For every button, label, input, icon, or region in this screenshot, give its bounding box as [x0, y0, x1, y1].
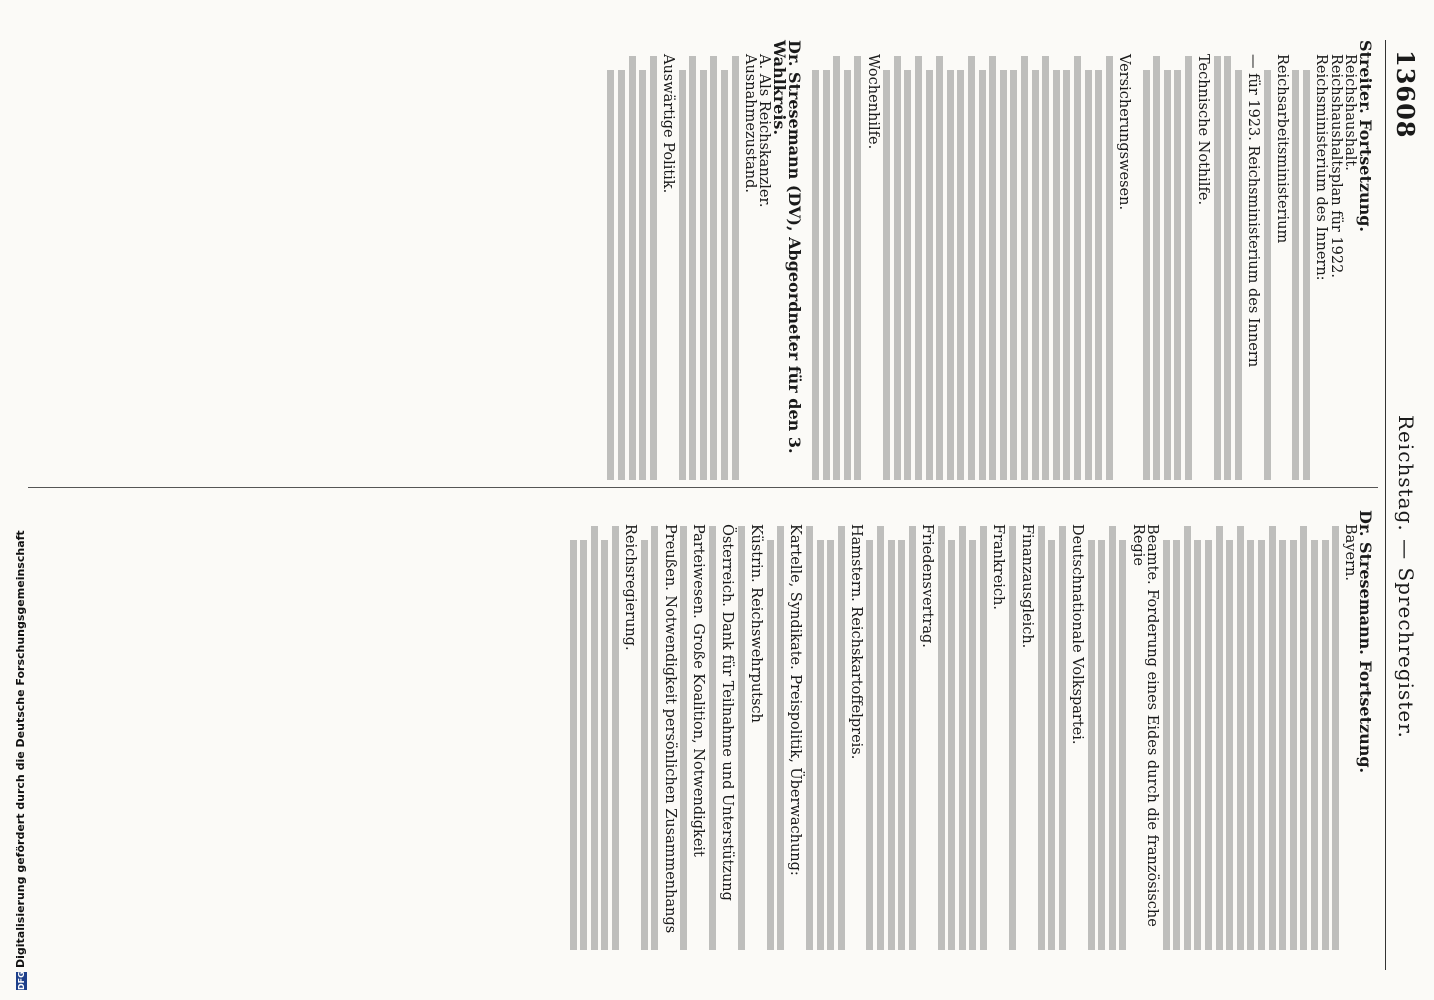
text-line: [838, 526, 845, 950]
text-line: [1119, 540, 1126, 950]
credit-text: Digitalisierung gefördert durch die Deutsche Forschungsgemeinschaft: [14, 530, 27, 968]
text-line: [1088, 540, 1095, 950]
text-line: [817, 540, 824, 950]
text-line: [721, 70, 728, 480]
text-line: [570, 540, 577, 950]
text-line: [1214, 56, 1221, 480]
column-right-on-page: [604, 40, 1375, 480]
entry-heading: Dr. Stresemann (DV), Abgeordneter für den 3. Wahlkreis.: [769, 40, 804, 454]
text-line: [1059, 526, 1066, 950]
text-line: [959, 526, 966, 950]
text-line: [629, 56, 636, 480]
text-line: [1258, 540, 1265, 950]
entry-item: Reichsregierung.: [622, 524, 639, 651]
text-line: [1143, 70, 1150, 480]
text-line: [1063, 70, 1070, 480]
text-line: [1216, 526, 1223, 950]
text-line: [767, 540, 774, 950]
text-line: [1264, 70, 1271, 480]
text-line: [1032, 70, 1039, 480]
text-line: [979, 70, 986, 480]
text-line: [680, 526, 687, 950]
entry-item: — für 1923. Reichsministerium des Innern: [1245, 54, 1262, 368]
text-line: [1048, 540, 1055, 950]
text-line: [883, 70, 890, 480]
entry-subheading: Bayern.: [1342, 524, 1359, 581]
entry-item: Kartelle, Syndikate. Preispolitik, Überwachung:: [787, 524, 804, 876]
text-line: [969, 540, 976, 950]
digitization-credit: [14, 530, 27, 990]
text-line: [1010, 70, 1017, 480]
text-line: [1185, 56, 1192, 480]
entry-item: Reichshaushaltsplan für 1922.: [1327, 54, 1344, 278]
text-line: [1322, 540, 1329, 950]
entry-item: Parteiwesen. Große Koalition, Notwendigkeit: [690, 524, 707, 857]
text-line: [1292, 70, 1299, 480]
text-line: [1195, 540, 1202, 950]
text-line: [777, 526, 784, 950]
entry-item: Auswärtige Politik.: [660, 54, 676, 194]
text-line: [580, 540, 587, 950]
entry-item: Wochenhilfe.: [864, 54, 881, 150]
text-line: [894, 56, 901, 480]
text-line: [1279, 540, 1286, 950]
entry-item: Deutschnationale Volkspartei.: [1068, 524, 1085, 745]
text-line: [968, 56, 975, 480]
text-line: [639, 70, 646, 480]
text-line: [915, 56, 922, 480]
text-line: [1009, 526, 1016, 950]
entry-item: Frankreich.: [990, 524, 1007, 610]
text-line: [732, 56, 739, 480]
text-line: [833, 56, 840, 480]
text-line: [1226, 540, 1233, 950]
entry-item: Reichsministerium des Innern:: [1313, 54, 1330, 281]
entry-subheading: Reichshaushalt.: [1342, 54, 1359, 171]
text-line: [938, 526, 945, 950]
text-line: [877, 526, 884, 950]
text-line: [607, 70, 614, 480]
text-line: [1269, 526, 1276, 950]
text-line: [936, 56, 943, 480]
header-rule: [1385, 40, 1386, 970]
text-line: [700, 70, 707, 480]
text-line: [1000, 70, 1007, 480]
text-line: [926, 70, 933, 480]
text-line: [591, 526, 598, 950]
text-line: [1106, 56, 1113, 480]
entry-item: Friedensvertrag.: [919, 524, 936, 648]
entry-item: Küstrin. Reichswehrputsch: [747, 524, 764, 723]
text-line: [947, 70, 954, 480]
text-line: [1184, 526, 1191, 950]
text-line: [1174, 70, 1181, 480]
text-line: [710, 56, 717, 480]
text-line: [738, 526, 745, 950]
text-line: [1237, 526, 1244, 950]
text-line: [898, 540, 905, 950]
text-line: [1109, 526, 1116, 950]
text-line: [641, 540, 648, 950]
text-line: [855, 56, 862, 480]
text-line: [1085, 70, 1092, 480]
text-line: [806, 526, 813, 950]
text-line: [679, 70, 686, 480]
entry-item: Preußen. Notwendigkeit persönlichen Zusammenhangs: [661, 524, 678, 934]
text-line: [1300, 526, 1307, 950]
dfg-logo-icon: DFG: [16, 971, 26, 990]
text-line: [844, 70, 851, 480]
text-line: [709, 526, 716, 950]
entry-heading: Streiter. Fortsetzung.: [1356, 40, 1375, 232]
text-line: [1205, 540, 1212, 950]
text-line: [888, 540, 895, 950]
text-line: [904, 70, 911, 480]
text-line: [1247, 540, 1254, 950]
entry-item: Finanzausgleich.: [1019, 524, 1035, 649]
text-line: [812, 70, 819, 480]
text-line: [989, 56, 996, 480]
text-line: [651, 526, 658, 950]
text-line: [650, 56, 657, 480]
text-line: [1163, 540, 1170, 950]
text-line: [1173, 540, 1180, 950]
running-header: Reichstag. — Sprechregister.: [1394, 415, 1418, 739]
text-line: [1332, 526, 1339, 950]
entry-item: Ausnahmezustand.: [741, 54, 758, 194]
text-line: [957, 70, 964, 480]
text-line: [1311, 540, 1318, 950]
entry-item: Technische Nothilfe.: [1195, 54, 1212, 206]
text-line: [1153, 56, 1160, 480]
text-line: [1053, 70, 1060, 480]
column-divider: [28, 487, 1378, 488]
text-line: [827, 540, 834, 950]
text-line: [1095, 70, 1102, 480]
text-line: [948, 540, 955, 950]
text-line: [689, 56, 696, 480]
entry-item: Hamstern. Reichskartoffelpreis.: [847, 524, 864, 760]
text-line: [601, 540, 608, 950]
entry-item: Österreich. Dank für Teilnahme und Unterstützung: [719, 524, 736, 901]
page-number: 13608: [1391, 50, 1420, 139]
text-line: [1164, 70, 1171, 480]
text-line: [1098, 540, 1105, 950]
entry-item: Beamte. Forderung eines Eides durch die französische Regie: [1129, 524, 1161, 927]
entry-subheading: A. Als Reichskanzler.: [756, 54, 773, 208]
entry-item: Reichsarbeitsministerium: [1273, 54, 1290, 244]
entry-heading: Dr. Stresemann. Fortsetzung.: [1356, 510, 1375, 774]
text-line: [1038, 526, 1045, 950]
text-line: [1290, 540, 1297, 950]
entry-item: Versicherungswesen.: [1115, 54, 1132, 211]
text-line: [1074, 56, 1081, 480]
text-line: [1303, 70, 1310, 480]
text-line: [909, 526, 916, 950]
text-line: [1021, 56, 1028, 480]
text-line: [980, 526, 987, 950]
text-line: [612, 526, 619, 950]
text-line: [823, 70, 830, 480]
text-line: [1042, 56, 1049, 480]
column-left-on-page: [566, 510, 1375, 950]
text-line: [867, 540, 874, 950]
text-line: [618, 70, 625, 480]
text-line: [1235, 70, 1242, 480]
text-line: [1224, 56, 1231, 480]
